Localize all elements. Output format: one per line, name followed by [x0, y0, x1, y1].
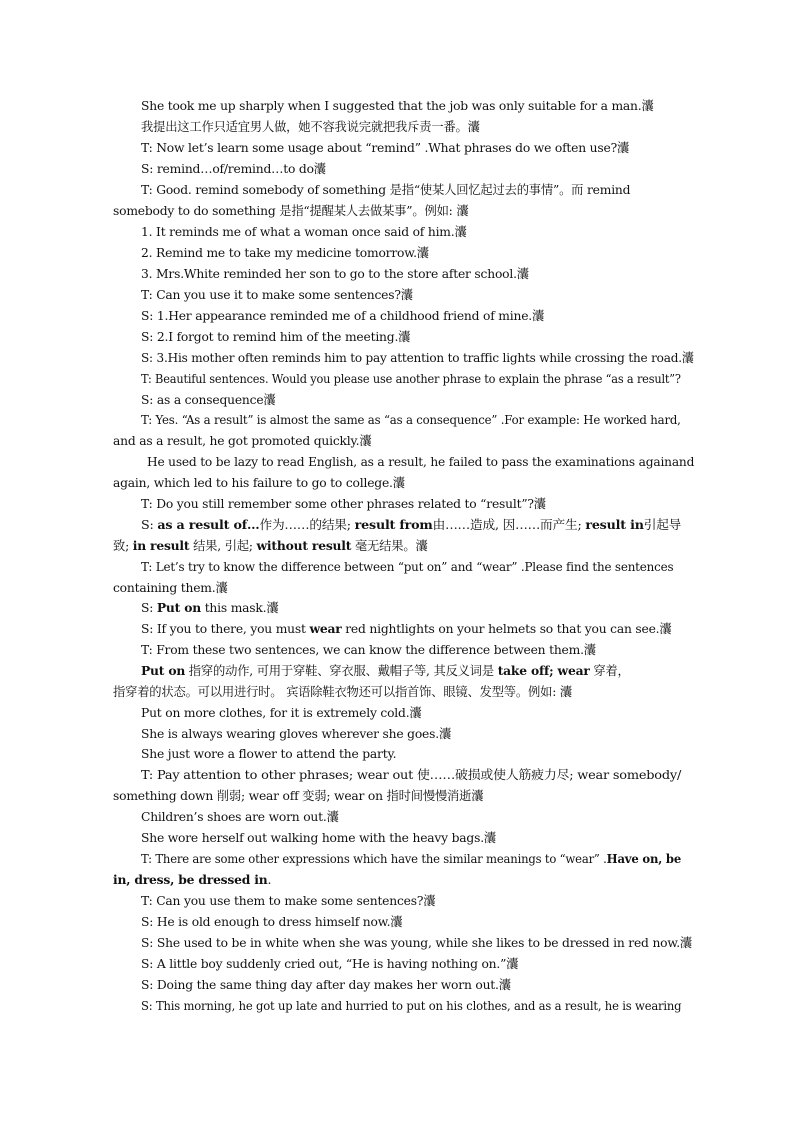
- text-run: 毫无结果。灢: [351, 539, 428, 553]
- text-line: [141, 245, 429, 261]
- text-line: [141, 350, 694, 366]
- text-run: T: Let’s try to know the difference between “put on” and “wear” .Please find the sentences: [141, 560, 674, 574]
- text-run: 结果, 引起;: [189, 539, 257, 553]
- text-line: [141, 119, 480, 135]
- bold-text: without result: [256, 538, 352, 553]
- text-line: [141, 998, 681, 1014]
- text-line: [141, 182, 630, 198]
- text-line: [141, 851, 681, 867]
- text-line: [141, 308, 544, 324]
- text-run: T: Pay attention to other phrases; wear out 使……破损或使人筋疲力尽; wear somebody/: [141, 768, 682, 782]
- text-run: T: From these two sentences, we can know the difference between them.灢: [141, 643, 596, 657]
- text-run: something down 削弱; wear off 变弱; wear on 指时间慢慢消逝灢: [113, 789, 484, 803]
- text-run: T: Do you still remember some other phrases related to “result”?灢: [141, 497, 546, 511]
- text-run: S:: [141, 601, 157, 615]
- text-line: [141, 412, 681, 428]
- text-line: [113, 580, 228, 596]
- text-run: She is always wearing gloves wherever she goes.灢: [141, 727, 452, 741]
- text-line: [113, 538, 428, 554]
- text-run: S: Doing the same thing day after day makes her worn out.灢: [141, 978, 511, 992]
- text-line: [141, 746, 396, 762]
- text-run: and: [671, 455, 695, 469]
- text-line: [141, 705, 422, 721]
- text-run: He used to be lazy to read English, as a result, he failed to pass the examinations again: [147, 455, 672, 469]
- text-run: T: Good. remind somebody of something 是指“使某人回忆起过去的事情”。而 remind: [141, 183, 631, 197]
- text-run: S: 3.His mother often reminds him to pay attention to traffic lights while crossing the road.灢: [141, 351, 694, 365]
- text-run: S: He is old enough to dress himself now.灢: [141, 915, 403, 929]
- text-line: [141, 726, 451, 742]
- text-run: T: Beautiful sentences. Would you please use another phrase to explain the phrase “as a result”?: [141, 372, 681, 386]
- bold-text: result in: [585, 517, 644, 532]
- text-line: [141, 621, 671, 637]
- text-run: and as a result, he got promoted quickly.灢: [113, 434, 372, 448]
- text-line: [141, 161, 326, 177]
- text-run: S: A little boy suddenly cried out, “He is having nothing on.”灢: [141, 957, 519, 971]
- text-line: [147, 454, 694, 470]
- text-run: 由……造成, 因……而产生;: [432, 518, 586, 532]
- text-line: [141, 287, 413, 303]
- text-run: S: 1.Her appearance reminded me of a childhood friend of mine.灢: [141, 309, 545, 323]
- text-run: S: remind…of/remind…to do灢: [141, 162, 326, 176]
- bold-text: Have on, be: [606, 851, 682, 866]
- text-line: [141, 809, 339, 825]
- text-line: [141, 767, 681, 783]
- text-run: 致;: [113, 539, 133, 553]
- text-run: red nightlights on your helmets so that you can see.灢: [341, 622, 672, 636]
- text-run: T: Yes. “As a result” is almost the same as “as a consequence” .For example: He worked hard,: [141, 413, 681, 427]
- text-line: [141, 830, 496, 846]
- text-run: 1. It reminds me of what a woman once said of him.灢: [141, 225, 467, 239]
- text-line: [141, 642, 596, 658]
- text-line: [141, 956, 518, 972]
- text-run: She took me up sharply when I suggested that the job was only suitable for a man.灢: [141, 99, 654, 113]
- text-run: containing them.灢: [113, 581, 228, 595]
- text-line: [141, 496, 546, 512]
- text-run: 我提出这工作只适宜男人做，她不容我说完就把我斥责一番。灢: [141, 120, 480, 134]
- text-line: [141, 371, 681, 387]
- text-line: [141, 392, 276, 408]
- text-line: [141, 140, 629, 156]
- text-run: She just wore a flower to attend the party.: [141, 747, 397, 761]
- text-run: S: If you to there, you must: [141, 622, 310, 636]
- text-run: S: as a consequence灢: [141, 393, 276, 407]
- text-line: [141, 98, 654, 114]
- text-line: [141, 600, 278, 616]
- text-line: [141, 559, 673, 575]
- text-line: [141, 517, 681, 533]
- text-run: 2. Remind me to take my medicine tomorrow.灢: [141, 246, 429, 260]
- text-run: S: 2.I forgot to remind him of the meeting.灢: [141, 330, 411, 344]
- text-run: 引起导: [643, 518, 682, 532]
- text-line: [113, 872, 271, 888]
- text-line: [141, 935, 692, 951]
- text-run: 指穿的动作, 可用于穿鞋、穿衣服、戴帽子等, 其反义词是: [185, 664, 498, 678]
- text-line: [141, 977, 511, 993]
- bold-text: Put on: [141, 663, 186, 678]
- bold-text: Put on: [156, 600, 201, 615]
- text-line: [141, 893, 435, 909]
- text-line: [113, 684, 572, 700]
- text-run: somebody to do something 是指“提醒某人去做某事”。例如: 灢: [113, 204, 469, 218]
- text-run: 指穿着的状态。可以用进行时。 宾语除鞋衣物还可以指首饰、眼镜、发型等。例如: 灢: [113, 685, 572, 699]
- text-line: [113, 203, 468, 219]
- text-run: this mask.灢: [200, 601, 279, 615]
- text-line: [141, 266, 529, 282]
- bold-text: take off; wear: [497, 663, 590, 678]
- text-run: T: Can you use it to make some sentences?灢: [141, 288, 413, 302]
- text-run: T: There are some other expressions which have the similar meanings to “wear” .: [141, 852, 607, 866]
- text-line: [141, 329, 410, 345]
- text-line: [113, 788, 483, 804]
- text-run: T: Can you use them to make some sentences?灢: [141, 894, 436, 908]
- text-run: again, which led to his failure to go to college.灢: [113, 476, 405, 490]
- text-line: [113, 475, 405, 491]
- text-line: [141, 224, 467, 240]
- bold-text: wear: [309, 621, 342, 636]
- bold-text: in, dress, be dressed in: [113, 872, 268, 887]
- text-run: S:: [141, 518, 158, 532]
- bold-text: as a result of…: [157, 517, 260, 532]
- bold-text: result from: [354, 517, 433, 532]
- text-run: S: This morning, he got up late and hurried to put on his clothes, and as a result, he is wearing: [141, 999, 682, 1013]
- text-line: [113, 433, 371, 449]
- text-run: Put on more clothes, for it is extremely cold.灢: [141, 706, 422, 720]
- text-run: 作为……的结果;: [259, 518, 355, 532]
- text-line: [141, 663, 630, 679]
- text-run: .: [267, 873, 272, 887]
- text-run: She wore herself out walking home with the heavy bags.灢: [141, 831, 496, 845]
- text-run: 3. Mrs.White reminded her son to go to the store after school.灢: [141, 267, 529, 281]
- text-run: S: She used to be in white when she was young, while she likes to be dressed in red now.灢: [141, 936, 693, 950]
- text-run: Children’s shoes are worn out.灢: [141, 810, 339, 824]
- text-run: 穿着，: [589, 664, 630, 678]
- bold-text: in result: [132, 538, 190, 553]
- text-run: T: Now let’s learn some usage about “remind” .What phrases do we often use?灢: [141, 141, 630, 155]
- text-line: [141, 914, 402, 930]
